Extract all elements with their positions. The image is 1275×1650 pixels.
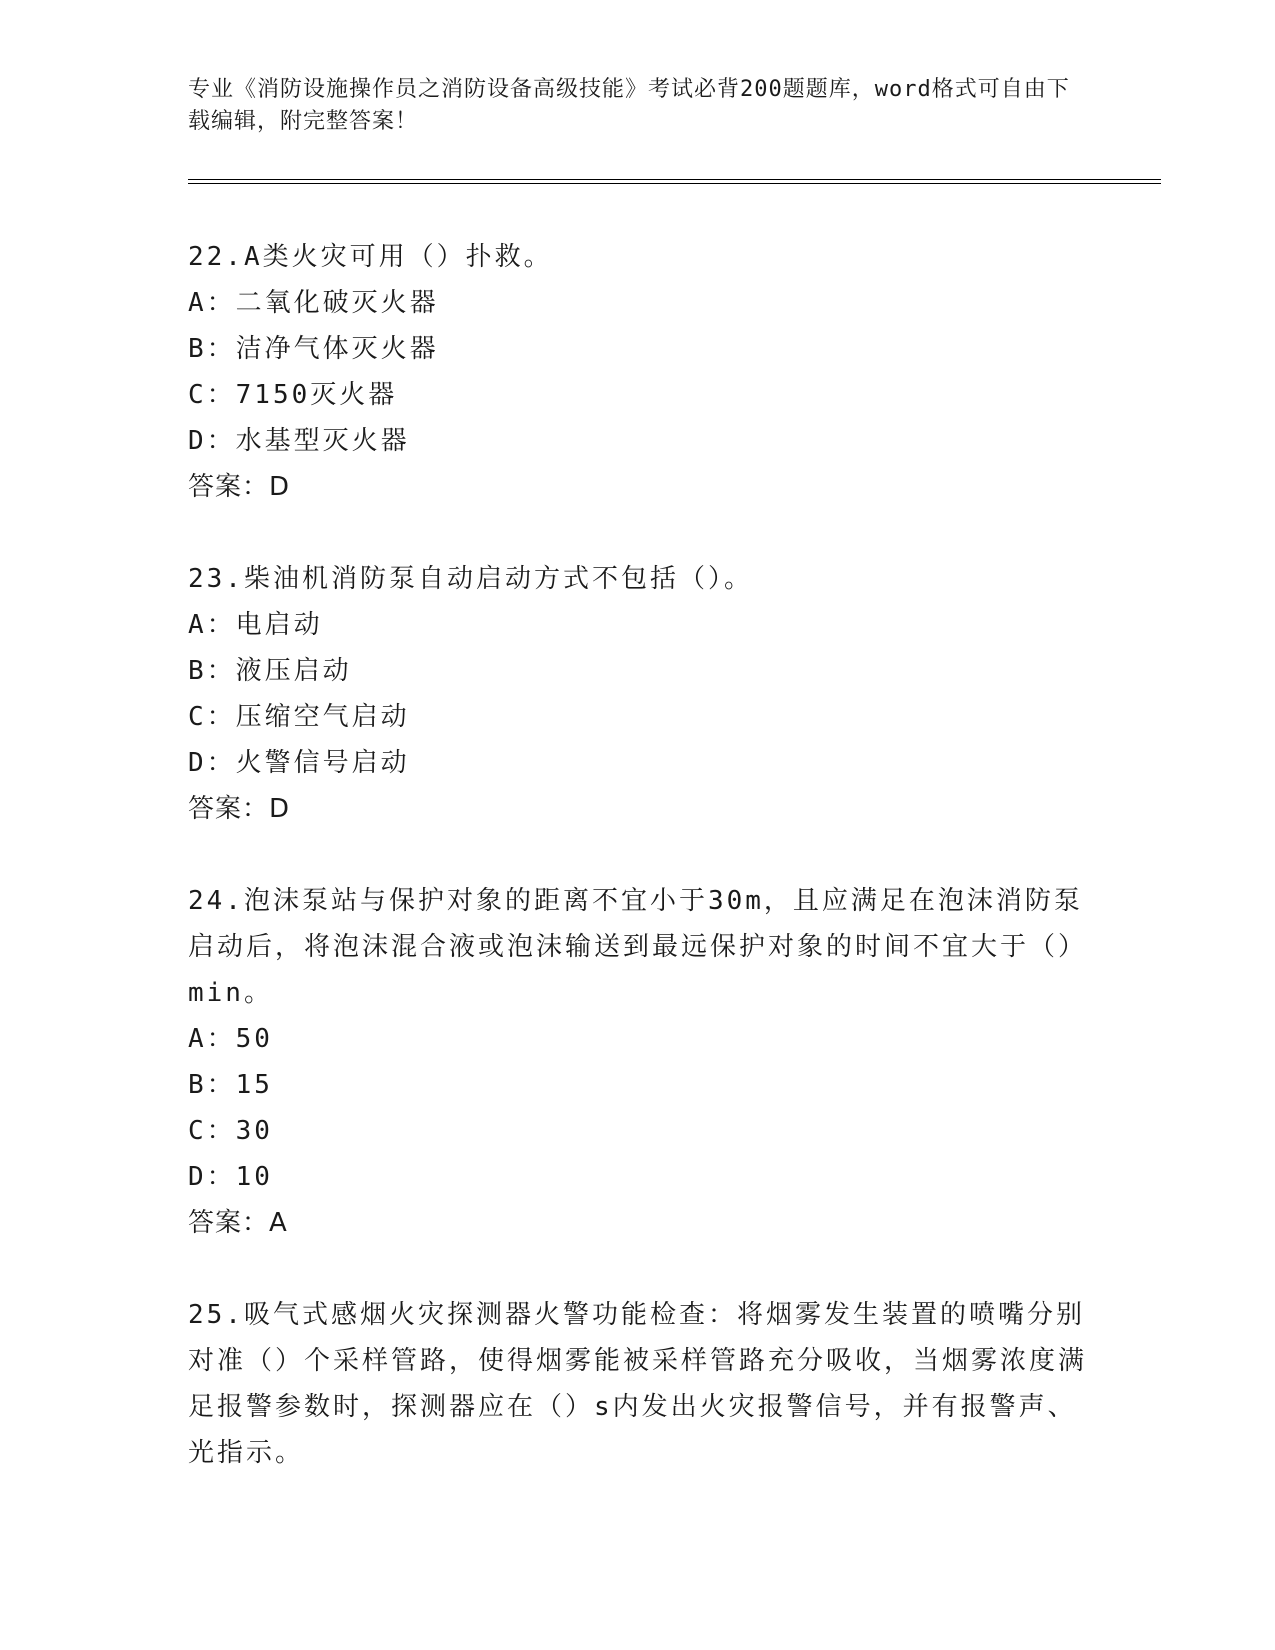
header-divider-bottom — [188, 183, 1161, 184]
question-22 — [188, 234, 1088, 510]
option-a: A：电启动 — [188, 610, 323, 640]
answer-line: 答案：A — [188, 1208, 288, 1238]
option-d: D：水基型灭火器 — [188, 426, 410, 456]
option-b: B：液压启动 — [188, 656, 352, 686]
option-b: B：15 — [188, 1070, 273, 1100]
question-stem: 24.泡沫泵站与保护对象的距离不宜小于30m，且应满足在泡沫消防泵启动后，将泡沫混合液或泡沫输送到最远保护对象的时间不宜大于（）min。 — [188, 886, 1088, 1008]
document-header: 专业《消防设施操作员之消防设备高级技能》考试必背200题题库，word格式可自由下载编辑，附完整答案！ — [188, 77, 1070, 134]
question-stem: 22.A类火灾可用（）扑救。 — [188, 242, 553, 272]
option-d: D：10 — [188, 1162, 273, 1192]
option-d: D：火警信号启动 — [188, 748, 410, 778]
option-a: A：50 — [188, 1024, 273, 1054]
answer-line: 答案：D — [188, 472, 291, 502]
answer-line: 答案：D — [188, 794, 291, 824]
question-24 — [188, 878, 1088, 1246]
option-b: B：洁净气体灭火器 — [188, 334, 439, 364]
question-23 — [188, 556, 1088, 832]
option-a: A：二氧化破灭火器 — [188, 288, 439, 318]
question-stem: 23.柴油机消防泵自动启动方式不包括（）。 — [188, 564, 753, 594]
question-stem: 25.吸气式感烟火灾探测器火警功能检查：将烟雾发生装置的喷嘴分别对准（）个采样管路，使得烟雾能被采样管路充分吸收，当烟雾浓度满足报警参数时，探测器应在（）s内发出火灾报警信号，并有报警声、光指示。 — [188, 1300, 1088, 1468]
question-25 — [188, 1292, 1088, 1476]
header-divider-top — [188, 179, 1161, 180]
option-c: C：7150灭火器 — [188, 380, 398, 410]
option-c: C：30 — [188, 1116, 273, 1146]
option-c: C：压缩空气启动 — [188, 702, 410, 732]
